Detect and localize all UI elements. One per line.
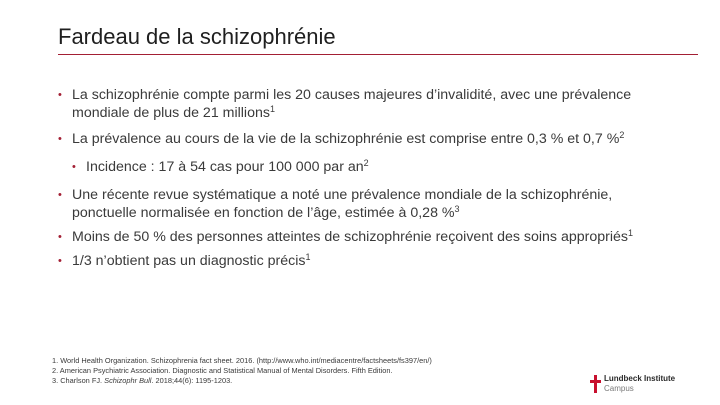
bullet-text: La schizophrénie compte parmi les 20 causes majeures d’invalidité, avec une prévalence mondiale de plus de 21 millions — [72, 87, 632, 121]
page-title: Fardeau de la schizophrénie — [58, 24, 336, 49]
reference-3 — [52, 376, 432, 386]
reference-2: 2. American Psychiatric Association. Diagnostic and Statistical Manual of Mental Disorders. Fifth Edition. — [52, 366, 393, 375]
citation-number: 2 — [619, 130, 625, 140]
citation-number: 1 — [628, 228, 634, 238]
bullet-item — [58, 86, 678, 122]
lundbeck-mark-icon — [590, 375, 601, 393]
bullet-text: Moins de 50 % des personnes atteintes de schizophrénie reçoivent des soins appropriés — [72, 229, 629, 245]
bullet-dot-icon: • — [72, 161, 76, 173]
reference-1: 1. World Health Organization. Schizophrenia fact sheet. 2016. (http://www.who.int/mediacentre/factsheets/fs397/en/) — [52, 356, 432, 365]
bullet-dot-icon: • — [58, 133, 62, 145]
lundbeck-logo — [590, 373, 700, 397]
bullet-text: 1/3 n’obtient pas un diagnostic précis — [72, 253, 306, 269]
bullet-text: La prévalence au cours de la vie de la schizophrénie est comprise entre 0,3 % et 0,7 % — [72, 131, 620, 147]
bullet-item — [58, 228, 678, 246]
bullet-item — [58, 130, 678, 148]
reference-3-authors: 3. Charlson FJ. — [52, 376, 105, 385]
bullet-dot-icon: • — [58, 231, 62, 243]
logo-line-2: Campus — [604, 384, 634, 393]
reference-3-journal: Schizophr Bull — [104, 376, 152, 385]
citation-number: 2 — [363, 158, 369, 168]
reference-3-details: . 2018;44(6): 1195-1203. — [151, 376, 233, 385]
sub-bullet-item — [72, 158, 678, 176]
bullet-text: Une récente revue systématique a noté une prévalence mondiale de la schizophrénie, ponctuelle normalisée en fonction de l’âge, estimée à 0,28 % — [72, 187, 613, 221]
bullet-dot-icon: • — [58, 189, 62, 201]
title-divider — [58, 54, 698, 55]
citation-number: 3 — [454, 204, 460, 214]
bullet-list — [58, 86, 678, 270]
bullet-item — [58, 186, 678, 222]
bullet-text: Incidence : 17 à 54 cas pour 100 000 par an — [86, 159, 364, 175]
references — [52, 356, 432, 386]
bullet-dot-icon: • — [58, 89, 62, 101]
bullet-item — [58, 252, 678, 270]
logo-line-1: Lundbeck Institute — [604, 374, 676, 383]
citation-number: 1 — [269, 104, 275, 114]
citation-number: 1 — [305, 252, 311, 262]
bullet-dot-icon: • — [58, 255, 62, 267]
